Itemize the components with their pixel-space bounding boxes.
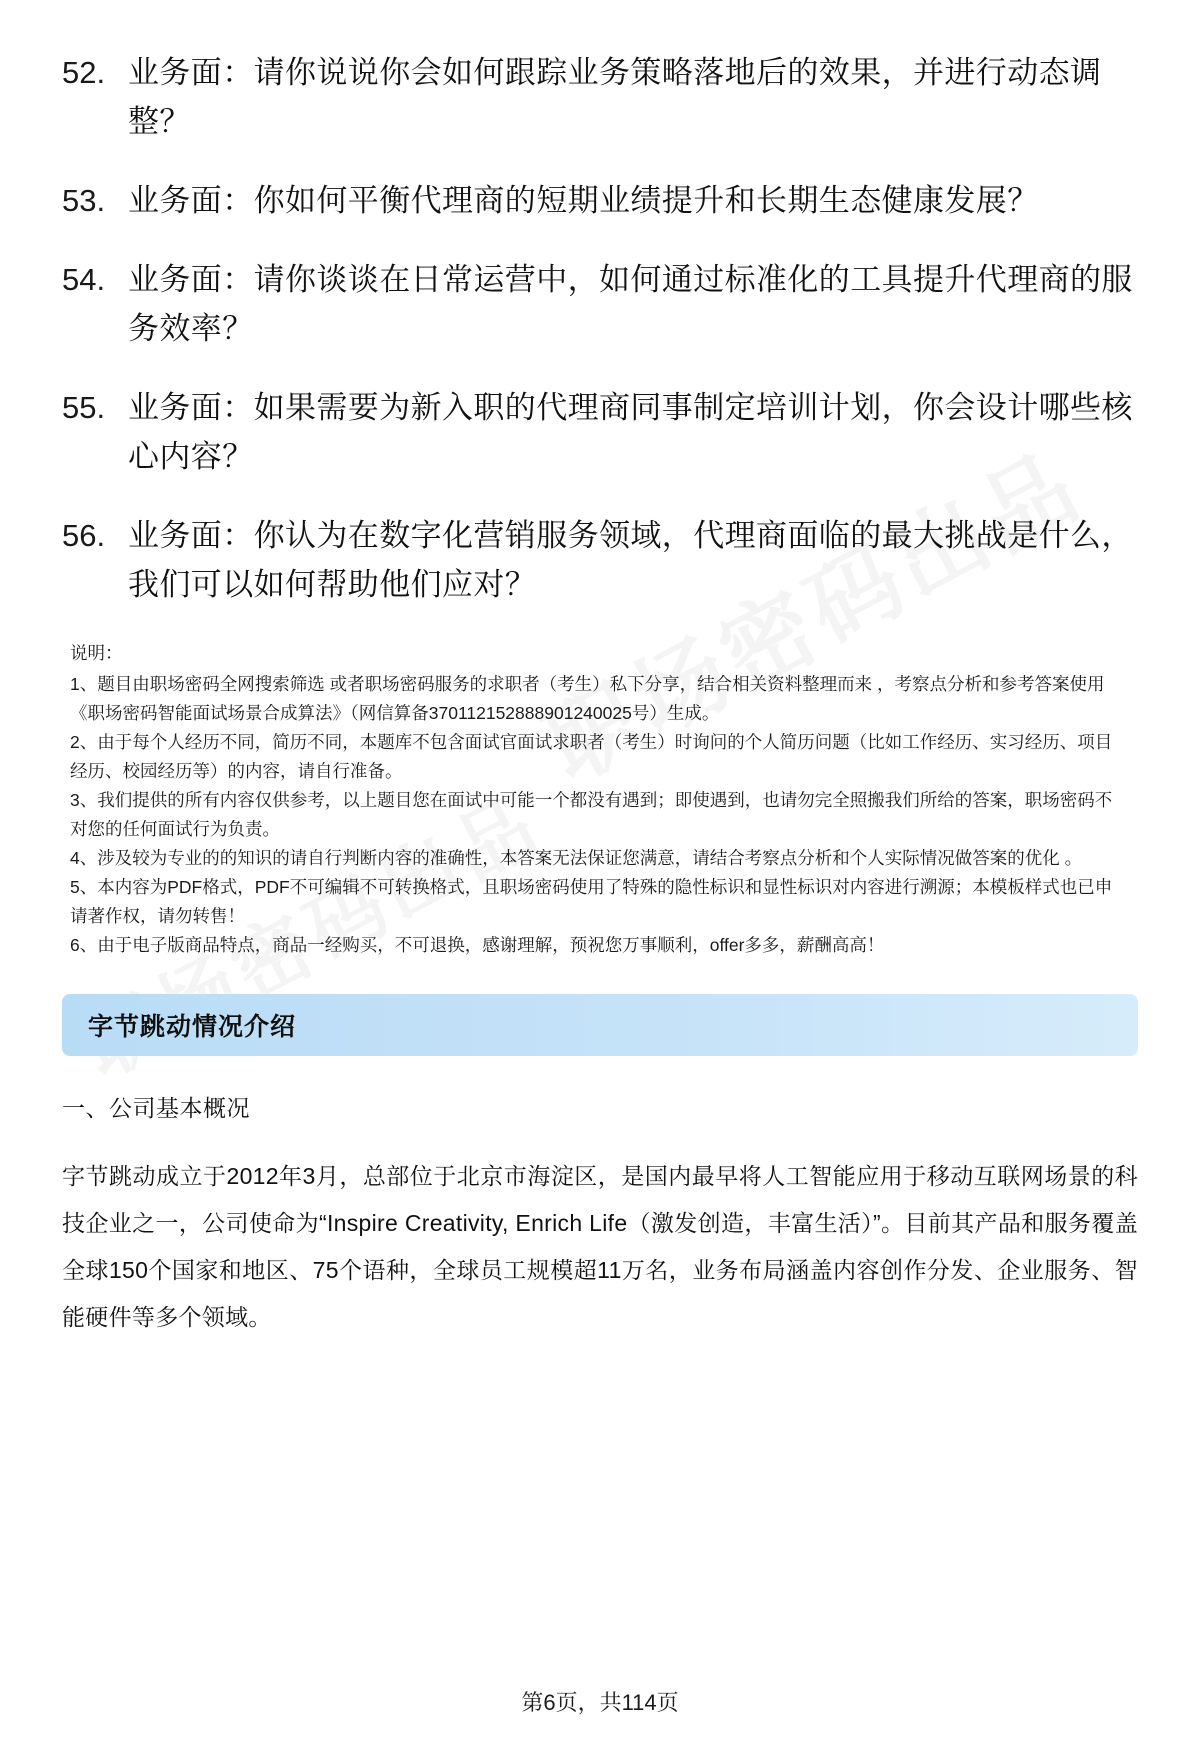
section-sub-heading: 一、公司基本概况 — [62, 1095, 250, 1121]
notes-item: 6、由于电子版商品特点，商品一经购买，不可退换，感谢理解，预祝您万事顺利，offer多多，薪酬高高！ — [70, 935, 885, 955]
page-number-label: 第6页，共114页 — [521, 1690, 679, 1715]
question-text: 业务面：你如何平衡代理商的短期业绩提升和长期生态健康发展？ — [128, 183, 1039, 218]
question-text: 业务面：如果需要为新入职的代理商同事制定培训计划，你会设计哪些核心内容？ — [128, 390, 1133, 474]
question-list — [62, 48, 1138, 609]
question-text: 业务面：请你谈谈在日常运营中，如何通过标准化的工具提升代理商的服务效率？ — [128, 262, 1133, 346]
page-content — [62, 48, 1138, 1341]
notes-item: 2、由于每个人经历不同，简历不同，本题库不包含面试官面试求职者（考生）时询问的个人简历问题（比如工作经历、实习经历、项目经历、校园经历等）的内容，请自行准备。 — [70, 732, 1113, 781]
list-item — [62, 511, 1138, 609]
question-number: 54. — [62, 262, 106, 297]
list-item — [62, 255, 1138, 353]
page-footer — [0, 1686, 1200, 1717]
question-text: 业务面：你认为在数字化营销服务领域，代理商面临的最大挑战是什么，我们可以如何帮助他们应对？ — [128, 518, 1133, 602]
question-number: 55. — [62, 390, 106, 425]
list-item — [62, 48, 1138, 146]
notes-block — [70, 639, 1128, 960]
question-number: 52. — [62, 55, 106, 90]
list-item — [62, 176, 1138, 225]
notes-item: 5、本内容为PDF格式，PDF不可编辑不可转换格式，且职场密码使用了特殊的隐性标识和显性标识对内容进行溯源；本模板样式也已申请著作权，请勿转售！ — [70, 877, 1113, 926]
list-item — [62, 383, 1138, 481]
question-number: 53. — [62, 183, 106, 218]
section-banner-title: 字节跳动情况介绍 — [88, 1013, 297, 1041]
question-text: 业务面：请你说说你会如何跟踪业务策略落地后的效果，并进行动态调整？ — [128, 55, 1102, 139]
notes-item: 4、涉及较为专业的的知识的请自行判断内容的准确性，本答案无法保证您满意，请结合考察点分析和个人实际情况做答案的优化 。 — [70, 848, 1083, 868]
section-banner — [62, 994, 1138, 1056]
section-paragraph: 字节跳动成立于2012年3月，总部位于北京市海淀区，是国内最早将人工智能应用于移动互联网场景的科技企业之一，公司使命为“Inspire Creativity, Enrich Life（激发创造，丰富生活）”。目前其产品和服务覆盖全球150个国家和地区、75个语种，全球员工规模超11万名，业务布局涵盖内容创作分发、企业服务、智能硬件等多个领域。 — [62, 1163, 1138, 1330]
notes-item: 3、我们提供的所有内容仅供参考，以上题目您在面试中可能一个都没有遇到；即使遇到，也请勿完全照搬我们所给的答案，职场密码不对您的任何面试行为负责。 — [70, 790, 1113, 839]
question-number: 56. — [62, 518, 106, 553]
notes-title: 说明： — [70, 643, 123, 663]
notes-item: 1、题目由职场密码全网搜索筛选 或者职场密码服务的求职者（考生）私下分享，结合相关资料整理而来 ，考察点分析和参考答案使用《职场密码智能面试场景合成算法》（网信算备370112152888901240025号）生成。 — [70, 674, 1105, 723]
